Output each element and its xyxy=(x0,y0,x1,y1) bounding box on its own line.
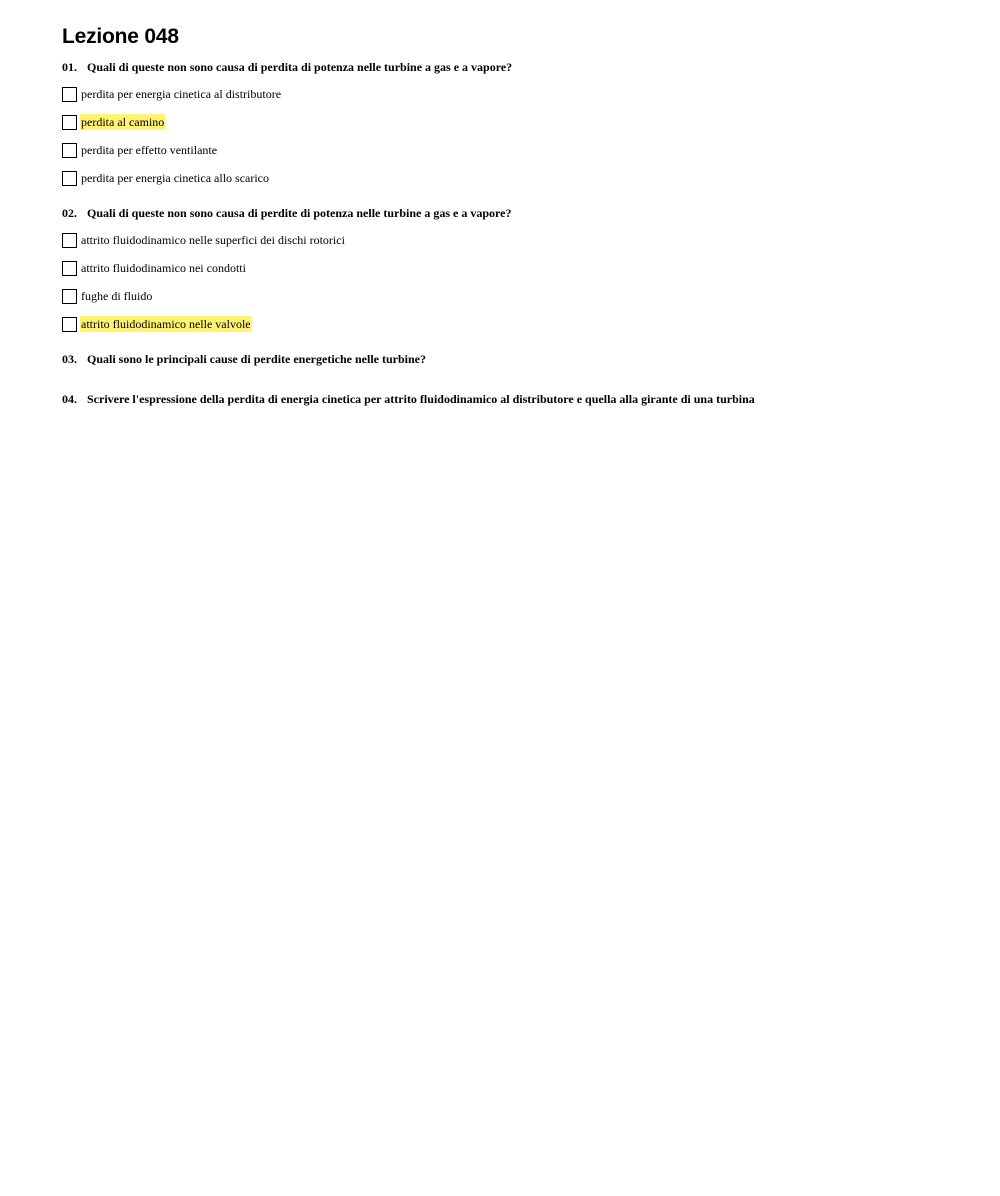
answer-checkbox[interactable] xyxy=(62,171,77,186)
answer-checkbox[interactable] xyxy=(62,87,77,102)
answer-label: fughe di fluido xyxy=(81,289,153,303)
answer-label: attrito fluidodinamico nelle superfici dei dischi rotorici xyxy=(81,233,345,247)
answer-checkbox[interactable] xyxy=(62,289,77,304)
answer-option[interactable] xyxy=(62,169,962,187)
question-number: 02. xyxy=(62,206,77,220)
question-prompt: Scrivere l'espressione della perdita di energia cinetica per attrito fluidodinamico al distributore e quella alla girante di una turbina xyxy=(87,392,755,406)
question-prompt: Quali di queste non sono causa di perdite di potenza nelle turbine a gas e a vapore? xyxy=(87,206,512,220)
lesson-title: Lezione 048 xyxy=(62,25,179,48)
answer-label: perdita per energia cinetica allo scarico xyxy=(81,171,270,185)
question-number: 04. xyxy=(62,392,77,406)
answer-option[interactable] xyxy=(62,287,962,305)
question-text xyxy=(62,59,962,75)
question-text xyxy=(62,351,962,367)
answer-label-highlighted: attrito fluidodinamico nelle valvole xyxy=(81,317,251,331)
answer-checkbox[interactable] xyxy=(62,233,77,248)
answer-option[interactable] xyxy=(62,85,962,103)
question-02 xyxy=(62,205,962,333)
answer-option[interactable] xyxy=(62,259,962,277)
answer-checkbox[interactable] xyxy=(62,261,77,276)
answer-option[interactable] xyxy=(62,315,962,333)
question-04 xyxy=(62,391,962,407)
question-prompt: Quali di queste non sono causa di perdita di potenza nelle turbine a gas e a vapore? xyxy=(87,60,513,74)
question-text xyxy=(62,391,962,407)
answer-option[interactable] xyxy=(62,231,962,249)
question-number: 01. xyxy=(62,60,77,74)
question-01 xyxy=(62,59,962,187)
answer-label-highlighted: perdita al camino xyxy=(81,115,165,129)
question-03 xyxy=(62,351,962,367)
answer-label: perdita per effetto ventilante xyxy=(81,143,218,157)
answer-checkbox[interactable] xyxy=(62,317,77,332)
answer-checkbox[interactable] xyxy=(62,143,77,158)
answer-option[interactable] xyxy=(62,113,962,131)
question-prompt: Quali sono le principali cause di perdite energetiche nelle turbine? xyxy=(87,352,426,366)
question-number: 03. xyxy=(62,352,77,366)
answer-option[interactable] xyxy=(62,141,962,159)
question-text xyxy=(62,205,962,221)
document-page xyxy=(62,24,962,431)
answer-checkbox[interactable] xyxy=(62,115,77,130)
answer-label: attrito fluidodinamico nei condotti xyxy=(81,261,246,275)
answer-label: perdita per energia cinetica al distributore xyxy=(81,87,282,101)
